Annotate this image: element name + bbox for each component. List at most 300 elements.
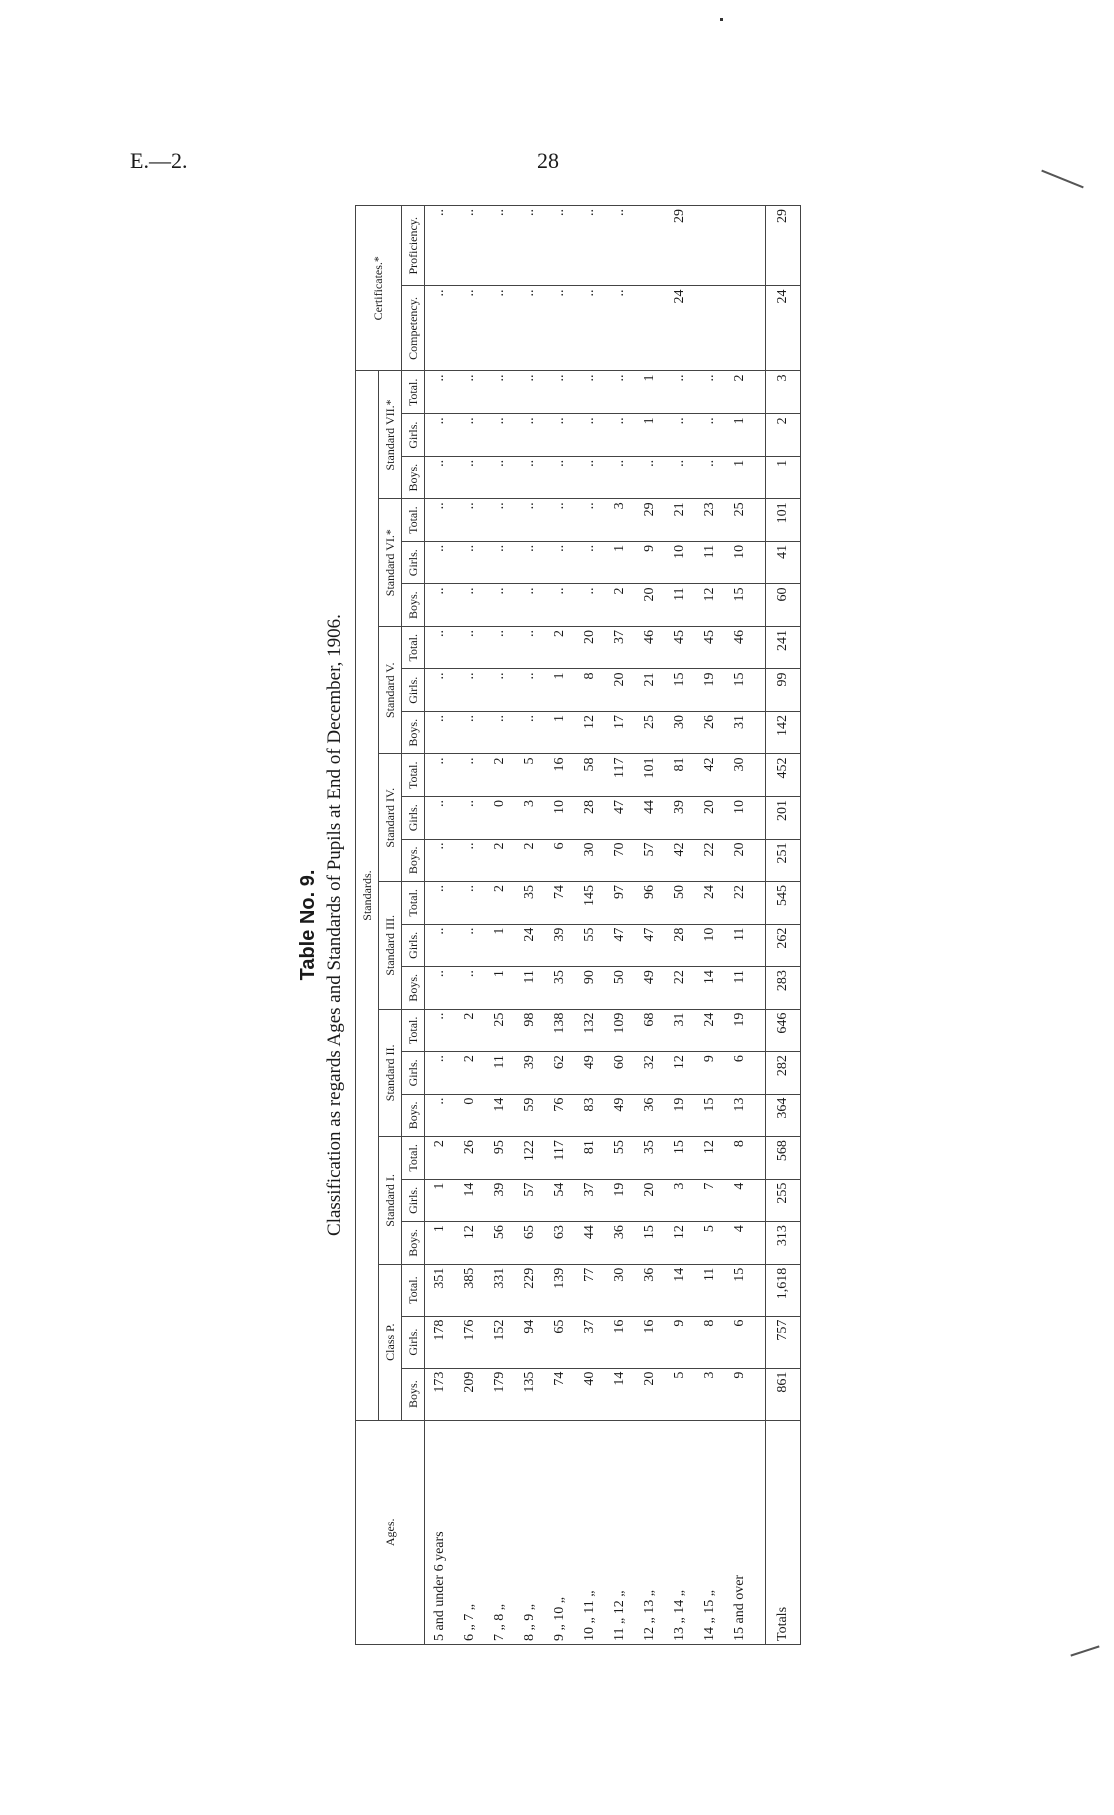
value-cell: 4 [725, 1179, 755, 1222]
value-cell: .. [455, 541, 485, 584]
value-cell: 8 [725, 1137, 755, 1180]
value-cell: .. [425, 541, 456, 584]
value-cell: 10 [725, 541, 755, 584]
value-cell: .. [695, 456, 725, 499]
spacer-cell [755, 541, 766, 584]
table-row [605, 206, 635, 1645]
value-cell: 49 [635, 967, 665, 1010]
value-cell: 1 [635, 371, 665, 414]
value-cell: 13 [725, 1094, 755, 1137]
value-cell: 39 [545, 924, 575, 967]
value-cell: 2 [455, 1009, 485, 1052]
value-cell: 31 [665, 1009, 695, 1052]
girls-subheader: Girls. [402, 1052, 425, 1095]
value-cell: .. [515, 541, 545, 584]
total-value-cell: 452 [766, 754, 801, 797]
boys-subheader: Boys. [402, 456, 425, 499]
value-cell: .. [515, 456, 545, 499]
value-cell: 29 [635, 499, 665, 542]
value-cell: 70 [605, 839, 635, 882]
value-cell: 10 [695, 924, 725, 967]
value-cell: 173 [425, 1368, 456, 1420]
value-cell: 3 [665, 1179, 695, 1222]
total-value-cell: 1 [766, 456, 801, 499]
girls-subheader: Girls. [402, 414, 425, 457]
table-row [695, 206, 725, 1645]
value-cell: .. [455, 669, 485, 712]
spacer-cell [755, 206, 766, 286]
total-value-cell: 568 [766, 1137, 801, 1180]
table-subtitle: Classification as regards Ages and Standards of Pupils at End of December, 1906. [324, 614, 345, 1236]
standard-1-header: Standard I. [379, 1137, 402, 1265]
competency-cell [695, 286, 725, 371]
value-cell: 11 [695, 541, 725, 584]
age-cell: 7 „ 8 „ [485, 1420, 515, 1644]
competency-cell [725, 286, 755, 371]
table-row [665, 206, 695, 1645]
value-cell: .. [425, 797, 456, 840]
certificates-header: Certificates.* [356, 206, 402, 371]
value-cell: 20 [635, 584, 665, 627]
value-cell: .. [575, 456, 605, 499]
value-cell: 10 [725, 797, 755, 840]
value-cell: 98 [515, 1009, 545, 1052]
value-cell: 46 [725, 626, 755, 669]
proficiency-cell [635, 206, 665, 286]
total-subheader: Total. [402, 754, 425, 797]
boys-subheader: Boys. [402, 1368, 425, 1420]
value-cell: 36 [605, 1222, 635, 1265]
value-cell: 12 [695, 1137, 725, 1180]
value-cell: 2 [425, 1137, 456, 1180]
girls-subheader: Girls. [402, 797, 425, 840]
spacer-cell [755, 1179, 766, 1222]
value-cell: .. [575, 414, 605, 457]
value-cell: 20 [695, 797, 725, 840]
value-cell: .. [455, 456, 485, 499]
age-cell: 14 „ 15 „ [695, 1420, 725, 1644]
spacer-cell [755, 1368, 766, 1420]
boys-subheader: Boys. [402, 584, 425, 627]
age-cell: 13 „ 14 „ [665, 1420, 695, 1644]
value-cell: 385 [455, 1264, 485, 1316]
value-cell: .. [515, 711, 545, 754]
scan-mark [1070, 1645, 1099, 1656]
value-cell: 117 [545, 1137, 575, 1180]
value-cell: .. [485, 456, 515, 499]
spacer-cell [755, 499, 766, 542]
proficiency-cell: .. [605, 206, 635, 286]
value-cell: .. [635, 456, 665, 499]
value-cell: 19 [725, 1009, 755, 1052]
value-cell: 39 [665, 797, 695, 840]
value-cell: 39 [515, 1052, 545, 1095]
value-cell: 59 [515, 1094, 545, 1137]
value-cell: 14 [695, 967, 725, 1010]
standard-5-header: Standard V. [379, 626, 402, 754]
spacer-cell [755, 584, 766, 627]
value-cell: 1 [485, 967, 515, 1010]
age-cell: 10 „ 11 „ [575, 1420, 605, 1644]
girls-subheader: Girls. [402, 1179, 425, 1222]
table-row [725, 206, 755, 1645]
value-cell: 36 [635, 1094, 665, 1137]
value-cell: 351 [425, 1264, 456, 1316]
spacer-cell [755, 797, 766, 840]
table-row [515, 206, 545, 1645]
total-value-cell: 41 [766, 541, 801, 584]
value-cell: 14 [455, 1179, 485, 1222]
proficiency-cell [725, 206, 755, 286]
value-cell: 2 [455, 1052, 485, 1095]
value-cell: 62 [545, 1052, 575, 1095]
value-cell: 19 [665, 1094, 695, 1137]
value-cell: .. [485, 711, 515, 754]
value-cell: 95 [485, 1137, 515, 1180]
value-cell: 11 [695, 1264, 725, 1316]
value-cell: .. [455, 584, 485, 627]
value-cell: 3 [695, 1368, 725, 1420]
value-cell: 12 [575, 711, 605, 754]
value-cell: 46 [635, 626, 665, 669]
value-cell: .. [545, 584, 575, 627]
value-cell: 6 [725, 1316, 755, 1368]
value-cell: 22 [695, 839, 725, 882]
total-value-cell: 2 [766, 414, 801, 457]
value-cell: 16 [635, 1316, 665, 1368]
value-cell: 25 [485, 1009, 515, 1052]
value-cell: .. [485, 626, 515, 669]
table-title: Table No. 9. [297, 869, 319, 981]
value-cell: 22 [725, 882, 755, 925]
value-cell: 12 [695, 584, 725, 627]
value-cell: 9 [635, 541, 665, 584]
competency-total: 24 [766, 286, 801, 371]
spacer-cell [755, 1009, 766, 1052]
value-cell: .. [455, 882, 485, 925]
spacer-cell [755, 1316, 766, 1368]
value-cell: 55 [605, 1137, 635, 1180]
value-cell: 55 [575, 924, 605, 967]
value-cell: 9 [695, 1052, 725, 1095]
value-cell: 19 [605, 1179, 635, 1222]
total-subheader: Total. [402, 499, 425, 542]
value-cell: .. [665, 414, 695, 457]
total-value-cell: 255 [766, 1179, 801, 1222]
value-cell: .. [425, 1094, 456, 1137]
value-cell: 12 [665, 1052, 695, 1095]
value-cell: 7 [695, 1179, 725, 1222]
competency-cell: 24 [665, 286, 695, 371]
table-row [425, 206, 456, 1645]
value-cell: 54 [545, 1179, 575, 1222]
value-cell: .. [485, 499, 515, 542]
value-cell: 74 [545, 1368, 575, 1420]
value-cell: 176 [455, 1316, 485, 1368]
total-subheader: Total. [402, 626, 425, 669]
value-cell: 47 [605, 797, 635, 840]
value-cell: 15 [725, 1264, 755, 1316]
value-cell: 17 [605, 711, 635, 754]
value-cell: 57 [635, 839, 665, 882]
total-value-cell: 101 [766, 499, 801, 542]
value-cell: 5 [515, 754, 545, 797]
total-value-cell: 283 [766, 967, 801, 1010]
value-cell: 15 [665, 669, 695, 712]
value-cell: 81 [665, 754, 695, 797]
proficiency-cell: .. [425, 206, 456, 286]
total-value-cell: 861 [766, 1368, 801, 1420]
spacer-cell [755, 1222, 766, 1265]
value-cell: 1 [545, 711, 575, 754]
value-cell: .. [455, 839, 485, 882]
age-cell: 11 „ 12 „ [605, 1420, 635, 1644]
value-cell: 45 [695, 626, 725, 669]
value-cell: .. [425, 839, 456, 882]
value-cell: 20 [605, 669, 635, 712]
girls-subheader: Girls. [402, 669, 425, 712]
value-cell: 26 [455, 1137, 485, 1180]
value-cell: 101 [635, 754, 665, 797]
value-cell: 20 [635, 1179, 665, 1222]
value-cell: .. [545, 414, 575, 457]
spacer-cell [755, 669, 766, 712]
spacer-cell [755, 1052, 766, 1095]
value-cell: 138 [545, 1009, 575, 1052]
value-cell: 97 [605, 882, 635, 925]
value-cell: .. [605, 414, 635, 457]
table-body [425, 206, 801, 1645]
spacer-cell [755, 286, 766, 371]
value-cell: 30 [725, 754, 755, 797]
total-subheader: Total. [402, 882, 425, 925]
value-cell: 47 [605, 924, 635, 967]
table-row [545, 206, 575, 1645]
spacer-cell [755, 1094, 766, 1137]
value-cell: .. [575, 584, 605, 627]
value-cell: 94 [515, 1316, 545, 1368]
table-row [485, 206, 515, 1645]
age-cell: 5 and under 6 years [425, 1420, 456, 1644]
value-cell: 3 [605, 499, 635, 542]
spacer-cell [755, 839, 766, 882]
value-cell: 179 [485, 1368, 515, 1420]
value-cell: .. [425, 754, 456, 797]
value-cell: .. [425, 669, 456, 712]
total-value-cell: 142 [766, 711, 801, 754]
value-cell: 11 [515, 967, 545, 1010]
value-cell: 1 [485, 924, 515, 967]
value-cell: .. [425, 711, 456, 754]
value-cell: .. [425, 1052, 456, 1095]
competency-cell: .. [455, 286, 485, 371]
value-cell: 47 [635, 924, 665, 967]
value-cell: 42 [695, 754, 725, 797]
value-cell: .. [455, 626, 485, 669]
value-cell: 1 [425, 1222, 456, 1265]
age-cell: 12 „ 13 „ [635, 1420, 665, 1644]
value-cell: 56 [485, 1222, 515, 1265]
value-cell: 0 [485, 797, 515, 840]
value-cell: 24 [515, 924, 545, 967]
total-value-cell: 313 [766, 1222, 801, 1265]
scan-mark [1041, 170, 1083, 189]
classification-table [355, 205, 801, 1645]
total-value-cell: 60 [766, 584, 801, 627]
value-cell: 15 [635, 1222, 665, 1265]
scan-mark [720, 18, 723, 21]
competency-cell: .. [425, 286, 456, 371]
boys-subheader: Boys. [402, 1094, 425, 1137]
value-cell: 117 [605, 754, 635, 797]
value-cell: .. [485, 371, 515, 414]
value-cell: 2 [545, 626, 575, 669]
value-cell: 21 [635, 669, 665, 712]
value-cell: 65 [515, 1222, 545, 1265]
value-cell: .. [455, 924, 485, 967]
value-cell: 0 [455, 1094, 485, 1137]
competency-cell: .. [605, 286, 635, 371]
spacer-cell [755, 882, 766, 925]
age-cell: 15 and over [725, 1420, 755, 1644]
value-cell: 35 [635, 1137, 665, 1180]
value-cell: 11 [725, 924, 755, 967]
value-cell: 178 [425, 1316, 456, 1368]
value-cell: .. [425, 924, 456, 967]
value-cell: 58 [575, 754, 605, 797]
value-cell: 20 [635, 1368, 665, 1420]
value-cell: 10 [665, 541, 695, 584]
total-subheader: Total. [402, 1264, 425, 1316]
standard-4-header: Standard IV. [379, 754, 402, 882]
value-cell: .. [695, 371, 725, 414]
value-cell: 30 [665, 711, 695, 754]
value-cell: .. [425, 584, 456, 627]
total-value-cell: 3 [766, 371, 801, 414]
value-cell: 30 [575, 839, 605, 882]
value-cell: .. [485, 414, 515, 457]
page-number: 28 [537, 148, 559, 173]
value-cell: .. [545, 499, 575, 542]
value-cell: 5 [665, 1368, 695, 1420]
total-value-cell: 282 [766, 1052, 801, 1095]
value-cell: .. [455, 967, 485, 1010]
value-cell: .. [455, 797, 485, 840]
totals-label: Totals [766, 1420, 801, 1644]
total-value-cell: 201 [766, 797, 801, 840]
value-cell: 81 [575, 1137, 605, 1180]
value-cell: 45 [665, 626, 695, 669]
value-cell: 15 [725, 584, 755, 627]
spacer-cell [755, 626, 766, 669]
value-cell: 132 [575, 1009, 605, 1052]
value-cell: 16 [605, 1316, 635, 1368]
total-value-cell: 241 [766, 626, 801, 669]
value-cell: 2 [485, 839, 515, 882]
value-cell: 22 [665, 967, 695, 1010]
totals-row [766, 206, 801, 1645]
girls-subheader: Girls. [402, 1316, 425, 1368]
value-cell: 2 [605, 584, 635, 627]
value-cell: 1 [605, 541, 635, 584]
value-cell: 1 [635, 414, 665, 457]
total-value-cell: 545 [766, 882, 801, 925]
value-cell: 50 [665, 882, 695, 925]
spacer-cell [755, 967, 766, 1010]
value-cell: 35 [545, 967, 575, 1010]
value-cell: 14 [605, 1368, 635, 1420]
boys-subheader: Boys. [402, 1222, 425, 1265]
table-row [575, 206, 605, 1645]
value-cell: 20 [725, 839, 755, 882]
value-cell: .. [665, 456, 695, 499]
proficiency-total: 29 [766, 206, 801, 286]
value-cell: 25 [635, 711, 665, 754]
boys-subheader: Boys. [402, 711, 425, 754]
value-cell: 2 [725, 371, 755, 414]
value-cell: 1 [725, 456, 755, 499]
value-cell: .. [515, 371, 545, 414]
total-subheader: Total. [402, 1009, 425, 1052]
value-cell: 50 [605, 967, 635, 1010]
value-cell: 1 [545, 669, 575, 712]
competency-cell: .. [545, 286, 575, 371]
value-cell: 19 [695, 669, 725, 712]
total-value-cell: 262 [766, 924, 801, 967]
total-value-cell: 251 [766, 839, 801, 882]
value-cell: 49 [605, 1094, 635, 1137]
value-cell: 209 [455, 1368, 485, 1420]
total-subheader: Total. [402, 371, 425, 414]
value-cell: 14 [665, 1264, 695, 1316]
value-cell: 229 [515, 1264, 545, 1316]
value-cell: 76 [545, 1094, 575, 1137]
value-cell: 1 [425, 1179, 456, 1222]
value-cell: 15 [725, 669, 755, 712]
value-cell: 21 [665, 499, 695, 542]
value-cell: 30 [605, 1264, 635, 1316]
value-cell: .. [455, 414, 485, 457]
value-cell: .. [425, 371, 456, 414]
standards-header: Standards. [356, 371, 379, 1420]
value-cell: 12 [665, 1222, 695, 1265]
spacer-cell [755, 1264, 766, 1316]
total-value-cell: 757 [766, 1316, 801, 1368]
value-cell: 122 [515, 1137, 545, 1180]
value-cell: 4 [725, 1222, 755, 1265]
section-code: E.—2. [130, 148, 188, 173]
value-cell: 28 [575, 797, 605, 840]
value-cell: 32 [635, 1052, 665, 1095]
age-cell: 9 „ 10 „ [545, 1420, 575, 1644]
value-cell: 9 [665, 1316, 695, 1368]
standard-2-header: Standard II. [379, 1009, 402, 1137]
class-p-header: Class P. [379, 1264, 402, 1420]
value-cell: 26 [695, 711, 725, 754]
value-cell: .. [425, 626, 456, 669]
value-cell: 37 [605, 626, 635, 669]
spacer-cell [755, 371, 766, 414]
value-cell: .. [575, 499, 605, 542]
total-value-cell: 99 [766, 669, 801, 712]
age-cell: 6 „ 7 „ [455, 1420, 485, 1644]
rotated-table-region [297, 205, 837, 1645]
value-cell: 109 [605, 1009, 635, 1052]
value-cell: 96 [635, 882, 665, 925]
value-cell: .. [545, 371, 575, 414]
value-cell: 65 [545, 1316, 575, 1368]
spacer-cell [755, 1137, 766, 1180]
